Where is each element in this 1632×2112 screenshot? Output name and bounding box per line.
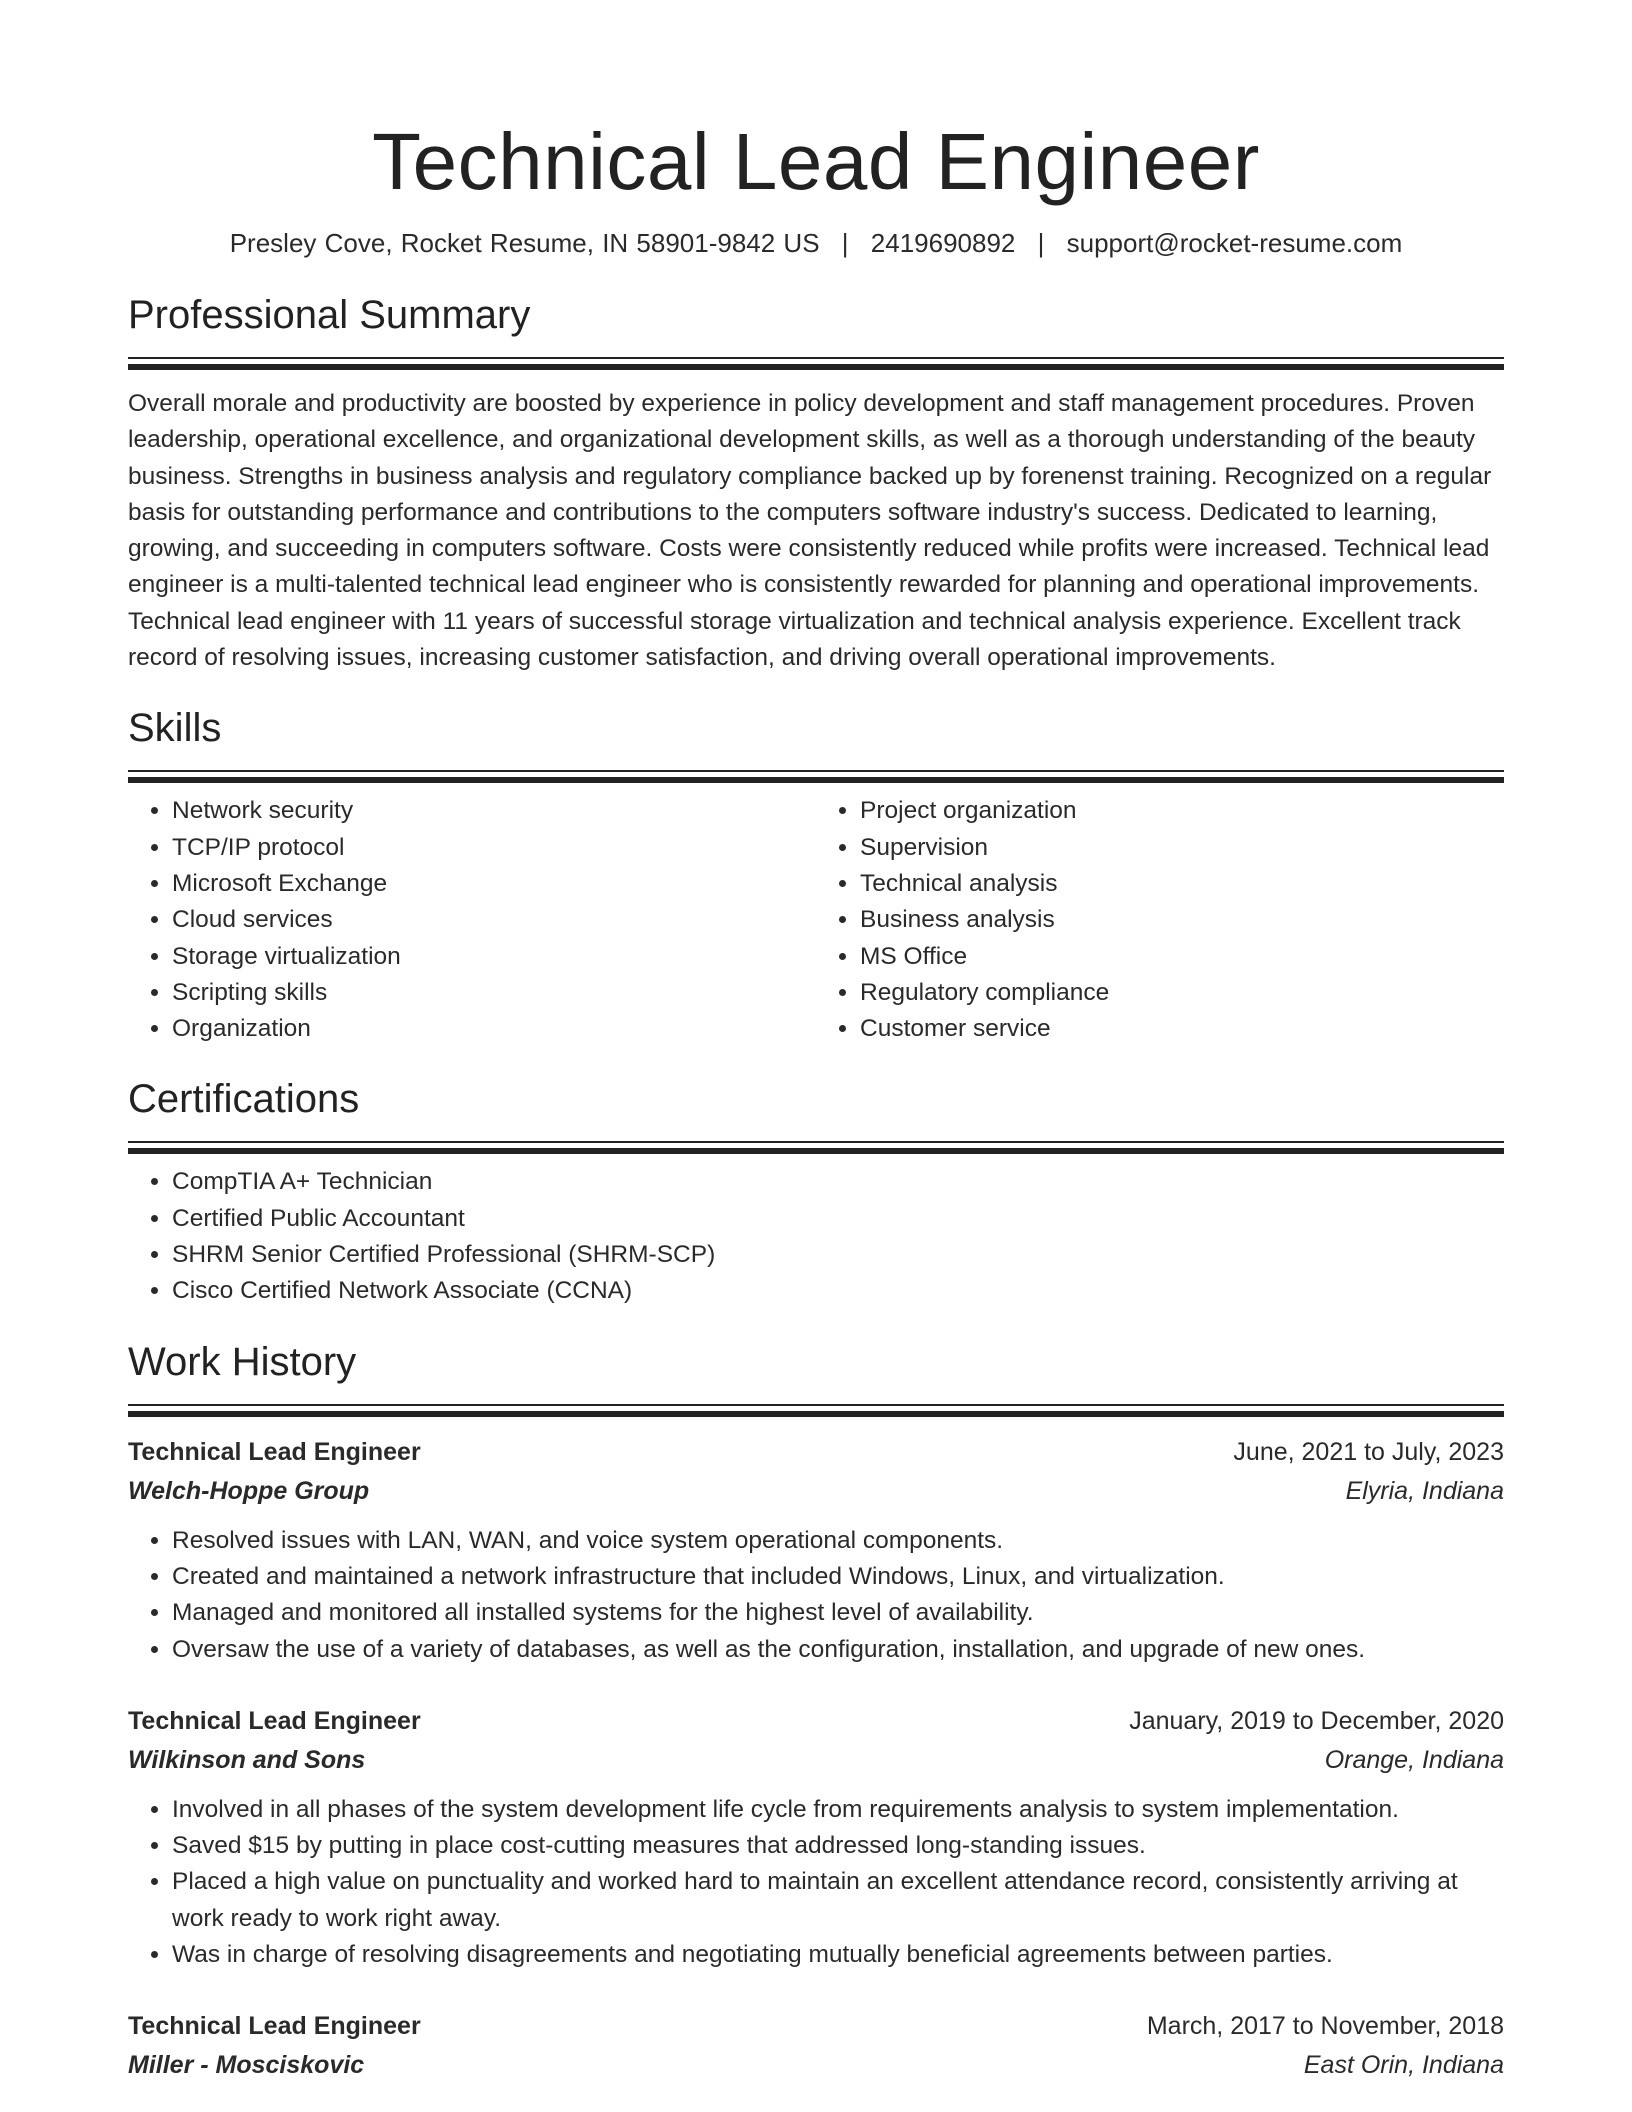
skills-list-left [128,793,816,1047]
skill-item: • Supervision [860,830,1504,866]
job-bullets [128,1523,1504,1668]
certifications-section [128,1077,1504,1309]
job-title: Technical Lead Engineer [128,2012,421,2041]
section-title-summary: Professional Summary [128,293,531,337]
work-history-section [128,1340,1504,2086]
contact-phone: 2419690892 [870,228,1016,258]
contact-separator: | [1037,228,1045,258]
job-entry [128,2007,1504,2085]
job-company-row [128,1472,1504,1511]
certification-item: • Certified Public Accountant [172,1201,1504,1237]
contact-address: Presley Cove, Rocket Resume, IN 58901-9842 US [229,228,820,258]
certification-item: • Cisco Certified Network Associate (CCNA) [172,1273,1504,1309]
skill-item: • TCP/IP protocol [172,830,816,866]
section-title-work-history: Work History [128,1339,357,1384]
skill-item: • Cloud services [172,902,816,938]
certifications-list [128,1164,1504,1309]
job-bullet: • Was in charge of resolving disagreements and negotiating mutually beneficial agreements between parties. [172,1937,1504,1973]
job-location: Elyria, Indiana [1345,1476,1504,1505]
job-company-row [128,1741,1504,1780]
job-entry [128,1702,1504,1973]
job-company: Miller - Mosciskovic [128,2051,365,2080]
contact-separator: | [841,228,849,258]
job-dates: January, 2019 to December, 2020 [1129,1706,1504,1735]
job-dates: March, 2017 to November, 2018 [1146,2012,1504,2041]
skills-grid [128,793,1504,1047]
section-divider [128,770,1504,783]
job-company: Welch-Hoppe Group [128,1476,370,1505]
job-bullet: • Saved $15 by putting in place cost-cutting measures that addressed long-standing issues. [172,1828,1504,1864]
job-bullet: • Placed a high value on punctuality and worked hard to maintain an excellent attendance record, consistently arriving at work ready to work right away. [172,1864,1504,1937]
job-entry [128,1433,1504,1668]
job-title: Technical Lead Engineer [128,1706,421,1735]
skill-item: • Storage virtualization [172,939,816,975]
job-dates: June, 2021 to July, 2023 [1233,1437,1504,1466]
skill-item: • Customer service [860,1011,1504,1047]
job-bullets [128,1792,1504,1973]
skill-item: • Business analysis [860,902,1504,938]
resume-name: Technical Lead Engineer [372,117,1260,206]
job-company: Wilkinson and Sons [128,1745,366,1774]
certification-item: • CompTIA A+ Technician [172,1164,1504,1200]
skill-item: • Project organization [860,793,1504,829]
job-header-row [128,1433,1504,1472]
skill-item: • Scripting skills [172,975,816,1011]
summary-section [128,293,1504,676]
certification-item: • SHRM Senior Certified Professional (SHRM-SCP) [172,1237,1504,1273]
skills-section [128,706,1504,1047]
section-divider [128,357,1504,370]
section-divider [128,1141,1504,1154]
skills-list-right [816,793,1504,1047]
job-header-row [128,1702,1504,1741]
skill-item: • Microsoft Exchange [172,866,816,902]
contact-email: support@rocket-resume.com [1066,228,1403,258]
job-bullet: • Involved in all phases of the system development life cycle from requirements analysis to system implementation. [172,1792,1504,1828]
job-location: Orange, Indiana [1324,1745,1504,1774]
job-company-row [128,2046,1504,2085]
section-divider [128,1404,1504,1417]
job-bullet: • Created and maintained a network infrastructure that included Windows, Linux, and virtualization. [172,1559,1504,1595]
skill-item: • MS Office [860,939,1504,975]
section-title-skills: Skills [128,706,222,751]
summary-text: Overall morale and productivity are boosted by experience in policy development and staff management procedures. Proven leadership, operational excellence, and organizational development skills, as well as a thorough understanding of the beauty business. Strengths in business analysis and regulatory compliance backed up by forenenst training. Recognized on a regular basis for outstanding performance and contributions to the computers software industry's success. Dedicated to learning, growing, and succeeding in computers software. Costs were consistently reduced while profits were increased. Technical lead engineer is a multi-talented technical lead engineer who is consistently rewarded for planning and operational improvements. Technical lead engineer with 11 years of successful storage virtualization and technical analysis experience. Excellent track record of resolving issues, increasing customer satisfaction, and driving overall operational improvements. [128,390,1492,672]
job-bullet: • Oversaw the use of a variety of databases, as well as the configuration, installation, and upgrade of new ones. [172,1632,1504,1668]
skill-item: • Network security [172,793,816,829]
job-title: Technical Lead Engineer [128,1437,421,1466]
job-location: East Orin, Indiana [1303,2051,1504,2080]
job-bullet: • Managed and monitored all installed systems for the highest level of availability. [172,1595,1504,1631]
contact-line [128,228,1504,259]
skill-item: • Regulatory compliance [860,975,1504,1011]
skill-item: • Organization [172,1011,816,1047]
section-title-certifications: Certifications [128,1077,360,1122]
skill-item: • Technical analysis [860,866,1504,902]
job-bullet: • Resolved issues with LAN, WAN, and voice system operational components. [172,1523,1504,1559]
job-header-row [128,2007,1504,2046]
